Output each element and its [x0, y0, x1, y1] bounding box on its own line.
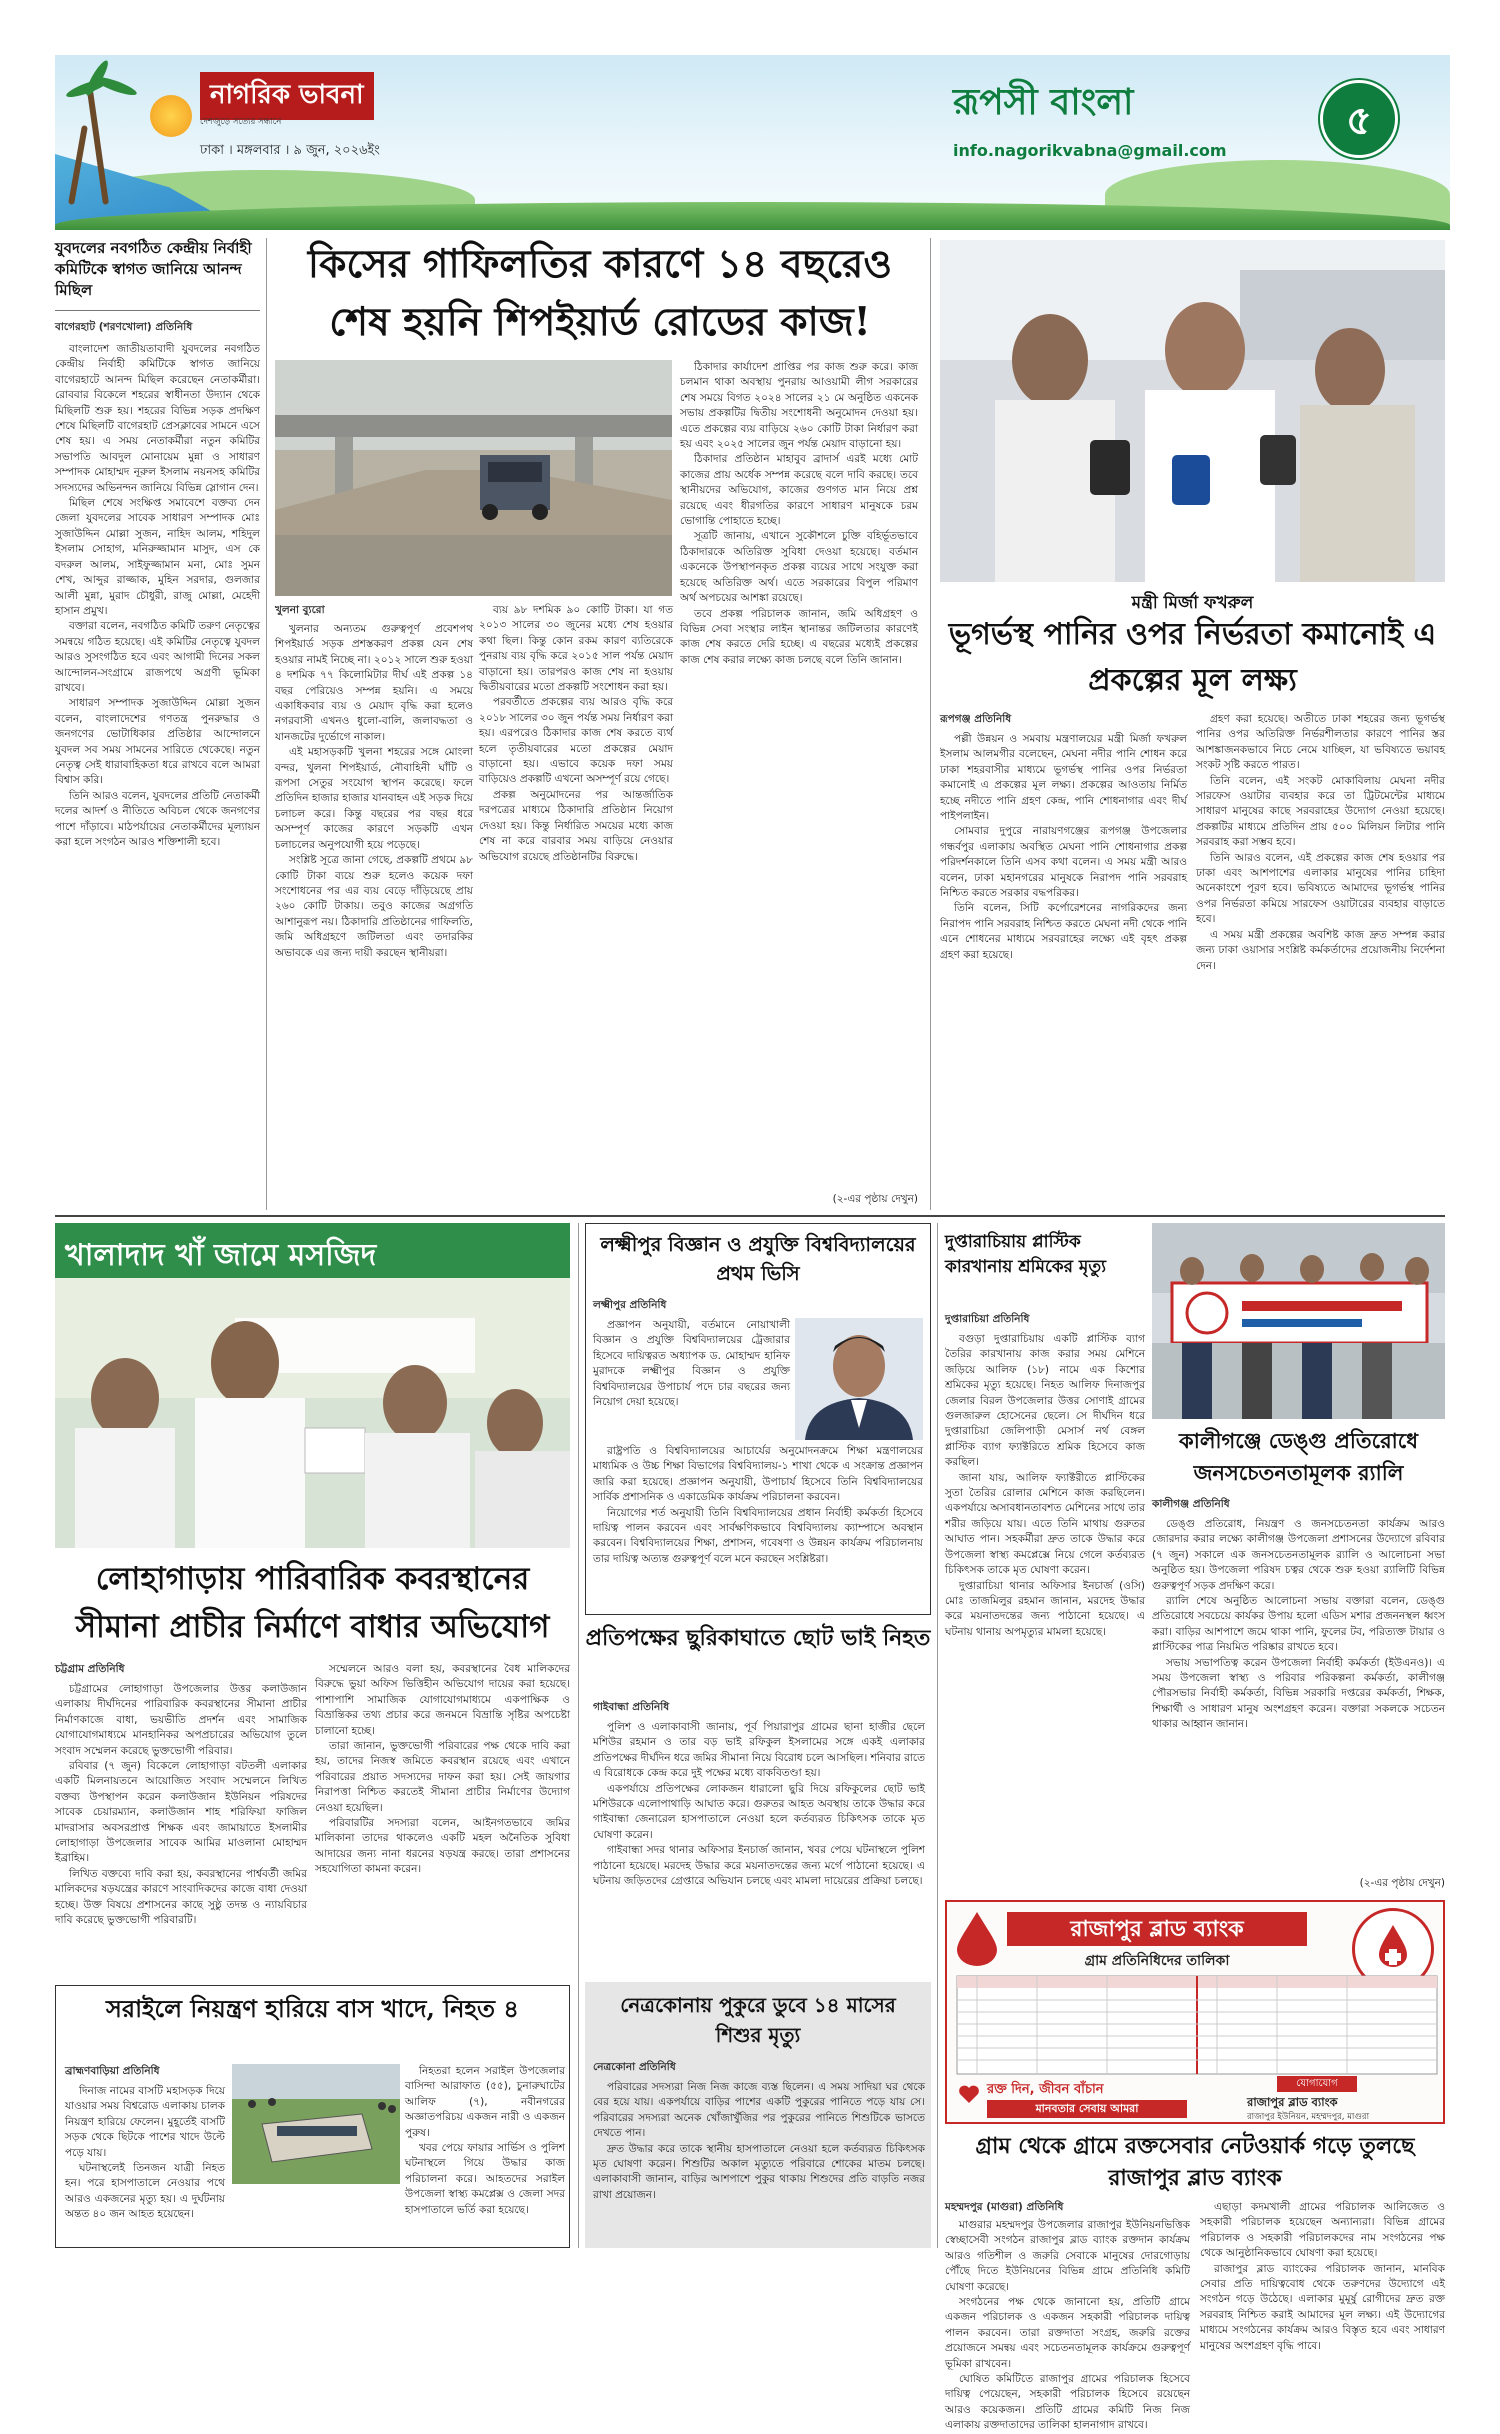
bloodbank-body-col2: এছাড়া কদমখালী গ্রামের পরিচালক আলিজেত ও সহকারী পরিচালক হয়েছেন অন্যান্যরা। বিভিন্ন গ্রামের পরিচালক ও সহকারী পরিচালকদের নাম সংগঠনের পক্ষ থেকে আনুষ্ঠানিকভাবে ঘোষণা করা হয়েছে। রাজাপুর ব্লাড ব্যাংকের পরিচালক জানান, মানবিক সেবার প্রতি দায়িত্ববোধ থেকে তরুণদের উদ্যোগে এই সংগঠন গড়ে উঠেছে। এলাকার মুমূর্ষু রোগীদের দ্রুত রক্ত সরবরাহ নিশ্চিত করাই আমাদের মূল লক্ষ্য। এই উদ্যোগের মাধ্যমে সংগঠনের কার্যক্রম আরও বিস্তৃত হবে এবং সাধারণ মানুষের অংশগ্রহণ বৃদ্ধি পাবে। — [1200, 2201, 1445, 2352]
fakhrul-byline: রূপগঞ্জ প্রতিনিধি — [940, 713, 1012, 725]
shipyard-byline: খুলনা ব্যুরো — [275, 604, 325, 616]
section-name: রূপসী বাংলা — [953, 81, 1134, 123]
poster-contact-place: রাজাপুর ইউনিয়ন, মহম্মদপুর, মাগুরা — [1247, 2112, 1370, 2122]
shipyard-body-col3: ঠিকাদার কার্যাদেশ প্রাপ্তির পর কাজ শুরু করে। কাজ চলমান থাকা অবস্থায় পুনরায় আওয়ামী লীগ সরকারের শেষ সময়ে বিগত ২০২৪ সালের ২১ মে অনুষ্ঠিত একনেক সভায় প্রকল্পটির দ্বিতীয় সংশোধনী অনুমোদন দেওয়া হয়। এতে প্রকল্পের ব্যয় বাড়িয়ে ২৬০ কোটি টাকা নির্ধারণ করা হয় এবং ২০২৫ সালের জুন পর্যন্ত মেয়াদ বাড়ানো হয়। ঠিকাদার প্রতিষ্ঠান মাহাবুব ব্রাদার্স এরই মধ্যে মোট কাজের প্রায় অর্ধেক সম্পন্ন করেছে বলে দাবি করছে। তবে স্থানীয়দের অভিযোগ, কাজের গুণগত মান নিয়ে প্রশ্ন রয়েছে এবং ধীরগতির কারণে সাধারণ মানুষকে চরম ভোগান্তি পোহাতে হচ্ছে। সূত্রটি জানায়, এখানে সুকৌশলে চুক্তি বহির্ভূতভাবে ঠিকাদারকে অতিরিক্ত সুবিধা দেওয়া হয়েছে। বর্তমান একনেকে উপস্থাপনকৃত প্রকল্প ব্যয়ের সাথে সংযুক্ত করা হয়েছে অতিরিক্ত অর্থ। এতে সরকারের বিপুল পরিমাণ অর্থ অপচয়ের আশঙ্কা রয়েছে। তবে প্রকল্প পরিচালক জানান, জমি অধিগ্রহণ ও বিভিন্ন সেবা সংস্থার লাইন স্থানান্তর জটিলতার কারণেই কাজ শেষ করতে দেরি হচ্ছে। এ বছরের মধ্যেই প্রকল্পের কাজ শেষ করার লক্ষ্যে কাজ চলছে বলে তিনি জানান। — [680, 361, 918, 666]
representatives-table — [957, 1976, 1437, 2074]
shipyard-continued[interactable]: (২-এর পৃষ্ঠায় দেখুন) — [832, 1193, 918, 1205]
poster-subtitle: গ্রাম প্রতিনিধিদের তালিকা — [1084, 1953, 1230, 1969]
graveyard-byline: চট্টগ্রাম প্রতিনিধি — [55, 1663, 125, 1675]
netrokona-headline[interactable]: নেত্রকোনায় পুকুরে ডুবে ১৪ মাসের শিশুর মৃত্যু — [620, 1993, 896, 2047]
poster-slogan-sub: মানবতার সেবায় আমরা — [987, 2100, 1187, 2118]
dengue-rally-photo — [1152, 1223, 1445, 1419]
road-photo — [275, 360, 672, 596]
poster-slogan: রক্ত দিন, জীবন বাঁচান — [987, 2082, 1104, 2097]
duptara-body: বগুড়া দুপ্তারাচিয়ায় একটি প্লাস্টিক ব্যাগ তৈরির কারখানায় কাজ করার সময় মেশিনে জড়িয়ে আলিফ (১৮) নামে এক কিশোর শ্রমিকের মৃত্যু হয়েছে। নিহত আলিফ দিনাজপুর জেলার বিরল উপজেলার উত্তর সোণাই গ্রামের গুলজারুল হোসেনের ছেলে। সে দীর্ঘদিন ধরে দুপ্তারাচিয়া জেলিপাড়ী মেসার্স নর্থ বেঙ্গল প্লাস্টিক ব্যাগ ফ্যাক্টরিতে শ্রমিক হিসেবে কাজ করছিল। জানা যায়, আলিফ ফ্যাক্টরীতে প্লাস্টিকের সুতা তৈরির রোলার মেশিনে কাজ করছিলেন। একপর্যায়ে অসাবধানতাবশত মেশিনের সাথে তার শরীর জড়িয়ে যায়। এতে তিনি মাথায় গুরুতর আঘাত পান। সহকর্মীরা দ্রুত তাকে উদ্ধার করে উপজেলা স্বাস্থ্য কমপ্লেক্সে নিয়ে গেলে কর্তব্যরত চিকিৎসক তাকে মৃত ঘোষণা করেন। দুপ্তারাচিয়া থানার অফিসার ইনচার্জ (ওসি) মোঃ তাজমিলুর রহমান জানান, মরদেহ উদ্ধার করে ময়নাতদন্তের জন্য পাঠানো হয়েছে। এ ঘটনায় থানায় অপমৃত্যুর মামলা হয়েছে। — [945, 1333, 1145, 1638]
vc-portrait — [795, 1318, 923, 1440]
fakhrul-kicker: মন্ত্রী মির্জা ফখরুল — [1131, 593, 1254, 613]
stabbing-body: পুলিশ ও এলাকাবাসী জানায়, পূর্ব পিয়ারাপুর গ্রামের ছানা হাজীর ছেলে মশিউর রহমান ও তার বড় ভাই রফিকুল ইসলামের সঙ্গে একই এলাকার প্রতিপক্ষের দীর্ঘদিন ধরে জমির সীমানা নিয়ে বিরোধ চলে আসছিল। শনিবার রাতে এ বিরোধকে কেন্দ্র করে দুই পক্ষের মধ্যে বাকবিতণ্ডা হয়। একপর্যায়ে প্রতিপক্ষের লোকজন ধারালো ছুরি দিয়ে রফিকুলের ছোট ভাই মশিউরকে এলোপাথাড়ি আঘাত করে। গুরুতর আহত অবস্থায় তাকে উদ্ধার করে গাইবান্ধা জেনারেল হাসপাতালে নেওয়া হলে কর্তব্যরত চিকিৎসক তাকে মৃত ঘোষণা করেন। গাইবান্ধা সদর থানার অফিসার ইনচার্জ জানান, খবর পেয়ে ঘটনাস্থলে পুলিশ পাঠানো হয়েছে। মরদেহ উদ্ধার করে ময়নাতদন্তের জন্য মর্গে পাঠানো হয়েছে। এ ঘটনায় জড়িতদের গ্রেপ্তারে অভিযান চলছে এবং মামলা দায়েরের প্রক্রিয়া চলছে। — [593, 1721, 925, 1888]
bus-byline: ব্রাহ্মণবাড়িয়া প্রতিনিধি — [65, 2065, 160, 2077]
mosque-banner-text: খালাদাদ খাঁ জামে মসজিদ — [65, 1238, 377, 1273]
netrokona-byline: নেত্রকোনা প্রতিনিধি — [593, 2061, 676, 2073]
bus-accident-photo — [232, 2064, 400, 2184]
fakhrul-body-col2: গ্রহণ করা হয়েছে। অতীতে ঢাকা শহরের জন্য ভূগর্ভস্থ পানির ওপর অতিরিক্ত নির্ভরশীলতার কারণে পানির স্তর আশঙ্কাজনকভাবে নিচে নেমে যাচ্ছিল, যা ভবিষ্যতে ভয়াবহ সংকট সৃষ্টি করতে পারত। তিনি বলেন, এই সংকট মোকাবিলায় মেঘনা নদীর সারফেস ওয়াটার ব্যবহার করে তা ট্রিটমেন্টের মাধ্যমে সাধারণ মানুষের কাছে সরবরাহের উদ্যোগ নেওয়া হয়েছে। প্রকল্পটির মাধ্যমে প্রতিদিন প্রায় ৫০০ মিলিয়ন লিটার পানি সরবরাহ করা সম্ভব হবে। তিনি আরও বলেন, এই প্রকল্পের কাজ শেষ হওয়ার পর ঢাকা এবং আশপাশের এলাকার মানুষের পানির চাহিদা অনেকাংশে পূরণ হবে। ভবিষ্যতে আমাদের ভূগর্ভস্থ পানির ওপর নির্ভরতা কমিয়ে সারফেস ওয়াটারের ব্যবহার বাড়াতে হবে। এ সময় মন্ত্রী প্রকল্পের অবশিষ্ট কাজ দ্রুত সম্পন্ন করার জন্য ঢাকা ওয়াসার সংশ্লিষ্ট কর্মকর্তাদের প্রয়োজনীয় নির্দেশনা দেন। — [1196, 713, 1445, 972]
logo-tagline: দেশজুড়ে সত্যের সন্ধানে — [200, 117, 282, 127]
dengue-continued[interactable]: (২-এর পৃষ্ঠায় দেখুন) — [1359, 1877, 1445, 1889]
bus-body-col1: দিনাজ নামের বাসটি মহাসড়ক দিয়ে যাওয়ার সময় বিশ্বরোড এলাকায় চালক নিয়ন্ত্রণ হারিয়ে ফেলেন। মুহূর্তেই বাসটি সড়ক থেকে ছিটকে পাশের খাদে উল্টে পড়ে যায়। ঘটনাস্থলেই তিনজন যাত্রী নিহত হন। পরে হাসপাতালে নেওয়ার পথে আরও একজনের মৃত্যু হয়। এ দুর্ঘটনায় অন্তত ৪০ জন আহত হয়েছেন। — [65, 2085, 225, 2221]
bloodbank-poster — [945, 1900, 1445, 2124]
jubodal-byline: বাগেরহাট (শরণখোলা) প্রতিনিধি — [55, 321, 193, 333]
poster-contact-name: রাজাপুর ব্লাড ব্যাংক — [1247, 2095, 1338, 2109]
vc-body-intro: প্রজ্ঞাপন অনুযায়ী, বর্তমানে নোয়াখালী বিজ্ঞান ও প্রযুক্তি বিশ্ববিদ্যালয়ের ট্রেজারার হিসেবে দায়িত্বরত অধ্যাপক ড. মোহাম্মদ হানিফ মুরাদকে লক্ষ্মীপুর বিজ্ঞান ও প্রযুক্তি বিশ্ববিদ্যালয়ের উপাচার্য পদে চার বছরের জন্য নিয়োগ দেয়া হয়েছে। — [593, 1319, 790, 1409]
jubodal-body: বাংলাদেশ জাতীয়তাবাদী যুবদলের নবগঠিত কেন্দ্রীয় নির্বাহী কমিটিকে স্বাগত জানিয়ে বাগেরহাটে আনন্দ মিছিল করেছেন নেতাকর্মীরা। রোববার বিকেলে শহরের স্বাধীনতা উদ্যান থেকে মিছিলটি শুরু হয়। শহরের বিভিন্ন সড়ক প্রদক্ষিণ শেষে মিছিলটি বাগেরহাট প্রেসক্লাবের সামনে এসে শেষ হয়। এ সময় নেতাকর্মীরা নতুন কমিটির সভাপতি আবদুল মোনায়েম মুন্না ও সাধারণ সম্পাদক মোহাম্মদ নূরুল ইসলাম নয়নসহ কমিটির সদস্যদের অভিনন্দন জানিয়ে বিভিন্ন স্লোগান দেন। মিছিল শেষে সংক্ষিপ্ত সমাবেশে বক্তব্য দেন জেলা যুবদলের সাবেক সাধারণ সম্পাদক মোঃ সুজাউদ্দিন মোল্লা সুজন, নাহিদ আলম, শহিদুল ইসলাম সোহাগ, মনিরুজ্জামান মাসুদ, এস কে বদরুল আলম, সাইফুজ্জামান মনা, মোঃ সুমন শেখ, আব্দুর রাজ্জাক, মুহিন সরদার, গুলজার আলী মুন্না, মুরাদ চৌধুরী, রাজু মোল্লা, মেহেদী হাসান প্রমুখ। বক্তারা বলেন, নবগঠিত কমিটি তরুণ নেতৃত্বের সমন্বয়ে গঠিত হয়েছে। এই কমিটির নেতৃত্বে যুবদল আরও সুসংগঠিত হবে এবং আগামী দিনের সকল আন্দোলন-সংগ্রামে রাজপথে অগ্রণী ভূমিকা রাখবে। সাধারণ সম্পাদক সুজাউদ্দিন মোল্লা সুজন বলেন, বাংলাদেশের গণতন্ত্র পুনরুদ্ধার ও জনগণের ভোটাধিকার প্রতিষ্ঠার আন্দোলনে যুবদল সব সময় সামনের সারিতে থেকেছে। নতুন নেতৃত্ব সেই ধারাবাহিকতা ধরে রাখবে বলে আমরা বিশ্বাস করি। তিনি আরও বলেন, যুবদলের প্রতিটি নেতাকর্মী দলের আদর্শ ও নীতিতে অবিচল থেকে জনগণের পাশে দাঁড়াবে। মাঠপর্যায়ের নেতাকর্মীদের মূল্যায়ন করা হলে সংগঠন আরও শক্তিশালী হবে। — [55, 343, 260, 848]
vc-headline[interactable]: লক্ষ্মীপুর বিজ্ঞান ও প্রযুক্তি বিশ্ববিদ্যালয়ের প্রথম ভিসি — [600, 1233, 916, 1285]
graveyard-photo — [55, 1223, 570, 1548]
minister-photo — [940, 240, 1445, 582]
bloodbank-byline: মহম্মদপুর (মাগুরা) প্রতিনিধি — [945, 2201, 1064, 2213]
shipyard-body-col1: খুলনার অন্যতম গুরুত্বপূর্ণ প্রবেশপথ শিপইয়ার্ড সড়ক প্রশস্তকরণ প্রকল্প যেন শেষ হওয়ার নামই নিচ্ছে না। ২০১২ সালে শুরু হওয়া ৪ দশমিক ৭৭ কিলোমিটার দীর্ঘ এই প্রকল্প ১৪ বছর পেরিয়েও সম্পন্ন হয়নি। এ সময়ে একাধিকবার ব্যয় ও মেয়াদ বৃদ্ধি করা হলেও নগরবাসী এখনও ধুলো-বালি, জলাবদ্ধতা ও যানজটের দুর্ভোগে নাকাল। এই মহাসড়কটি খুলনা শহরের সঙ্গে মোংলা বন্দর, খুলনা শিপইয়ার্ড, নৌবাহিনী ঘাঁটি ও রূপসা সেতুর সংযোগ স্থাপন করেছে। ফলে প্রতিদিন হাজার হাজার যানবাহন এই সড়ক দিয়ে চলাচল করে। কিন্তু বছরের পর বছর ধরে অসম্পূর্ণ কাজের কারণে সড়কটি এখন চলাচলের অনুপযোগী হয়ে পড়েছে। সংশ্লিষ্ট সূত্রে জানা গেছে, প্রকল্পটি প্রথমে ৯৮ কোটি টাকা ব্যয়ে শুরু হলেও কয়েক দফা সংশোধনের পর এর ব্যয় বেড়ে দাঁড়িয়েছে প্রায় ২৬০ কোটি টাকায়। তবুও কাজের অগ্রগতি আশানুরূপ নয়। ঠিকাদারি প্রতিষ্ঠানের গাফিলতি, জমি অধিগ্রহণে জটিলতা এবং তদারকির অভাবকে এর জন্য দায়ী করছেন স্থানীয়রা। — [275, 623, 473, 959]
email-link[interactable]: info.nagorikvabna@gmail.com — [953, 141, 1227, 160]
sun-icon — [150, 95, 192, 137]
vc-byline: লক্ষ্মীপুর প্রতিনিধি — [593, 1299, 667, 1311]
bus-body-col2: নিহতরা হলেন সরাইল উপজেলার বাসিন্দা আরাফাত (৫৫), চুনারুঘাটের আলিফ (৭), নবীনগরের অজ্ঞাতপরিচয় একজন নারী ও একজন পুরুষ। খবর পেয়ে ফায়ার সার্ভিস ও পুলিশ ঘটনাস্থলে গিয়ে উদ্ধার কাজ পরিচালনা করে। আহতদের সরাইল উপজেলা স্বাস্থ্য কমপ্লেক্স ও জেলা সদর হাসপাতালে ভর্তি করা হয়েছে। — [405, 2065, 565, 2216]
fakhrul-body-col1: পল্লী উন্নয়ন ও সমবায় মন্ত্রণালয়ের মন্ত্রী মির্জা ফখরুল ইসলাম আলমগীর বলেছেন, মেঘনা নদীর পানি শোধন করে ঢাকা শহরবাসীর মাধ্যমে ভূগর্ভস্থ পানির ওপর নির্ভরতা কমানোই এ প্রকল্পের মূল লক্ষ্য। প্রকল্পের আওতায় নির্মিত হচ্ছে নদীতে পানি গ্রহণ কেন্দ্র, পানি শোধনাগার এবং দীর্ঘ পাইপলাইন। সোমবার দুপুরে নারায়ণগঞ্জের রূপগঞ্জ উপজেলার গন্ধর্বপুর এলাকায় অবস্থিত মেঘনা পানি শোধনাগার প্রকল্প পরিদর্শনকালে তিনি এসব কথা বলেন। এ সময় মন্ত্রী আরও বলেন, ঢাকা মহানগরের মানুষকে নিরাপদ পানি সরবরাহ নিশ্চিত করতে সরকার বদ্ধপরিকর। তিনি বলেন, সিটি কর্পোরেশনের নাগরিকদের জন্য নিরাপদ পানি সরবরাহ নিশ্চিত করতে মেঘনা নদী থেকে পানি এনে শোধনের মাধ্যমে সরবরাহের লক্ষ্যে এই বৃহৎ প্রকল্প গ্রহণ করা হয়েছে। — [940, 733, 1187, 961]
bloodbank-headline[interactable]: গ্রাম থেকে গ্রামে রক্তসেবার নেটওয়ার্ক গড়ে তুলছে রাজাপুর ব্লাড ব্যাংক — [975, 2133, 1415, 2191]
graveyard-headline[interactable]: লোহাগাড়ায় পারিবারিক কবরস্থানের সীমানা প্রাচীর নির্মাণে বাধার অভিযোগ — [75, 1561, 550, 1645]
page-number: ৫ — [1320, 80, 1398, 158]
date-line: ঢাকা । মঙ্গলবার । ৯ জুন, ২০২৬ইং — [200, 143, 380, 158]
duptara-headline[interactable]: দুপ্তারাচিয়ায় প্লাস্টিক কারখানায় শ্রমিকের মৃত্যু — [945, 1232, 1107, 1277]
graveyard-body-col2: সম্মেলনে আরও বলা হয়, কবরস্থানের বৈধ মালিকদের বিরুদ্ধে ভুয়া অফিস ভিত্তিহীন অভিযোগ দায়ের করা হয়েছে। পাশাপাশি সামাজিক যোগাযোগমাধ্যমে একপাক্ষিক ও বিভ্রান্তিকর তথ্য প্রচার করে জনমনে বিভ্রান্তি সৃষ্টির অপচেষ্টা চালানো হচ্ছে। তারা জানান, ভুক্তভোগী পরিবারের পক্ষ থেকে দাবি করা হয়, তাদের নিজস্ব জমিতে কবরস্থান রয়েছে এবং এখানে পরিবারের প্রয়াত সদস্যদের দাফন করা হয়। সেই জায়গার নিরাপত্তা নিশ্চিত করতেই সীমানা প্রাচীর নির্মাণের উদ্যোগ নেওয়া হয়েছিল। পরিবারটির সদস্যরা বলেন, আইনগতভাবে জমির মালিকানা তাদের থাকলেও একটি মহল অনৈতিক সুবিধা আদায়ের জন্য নানা ধরনের ষড়যন্ত্র করছে। তারা প্রশাসনের সহযোগিতা কামনা করেন। — [315, 1663, 570, 1876]
newspaper-logo[interactable]: নাগরিক ভাবনা — [200, 72, 374, 120]
fakhrul-headline[interactable]: ভূগর্ভস্থ পানির ওপর নির্ভরতা কমানোই এ প্রকল্পের মূল লক্ষ্য — [948, 617, 1437, 698]
poster-title: রাজাপুর ব্লাড ব্যাংক — [1007, 1912, 1307, 1946]
netrokona-body: পরিবারের সদস্যরা নিজ নিজ কাজে ব্যস্ত ছিলেন। এ সময় সাদিয়া ঘর থেকে বের হয়ে যায়। একপর্যায়ে বাড়ির পাশের একটি পুকুরের পানিতে পড়ে যায় সে। পরিবারের সদস্যরা অনেক খোঁজাখুঁজির পর পুকুরের পানিতে শিশুটিকে ভাসতে দেখতে পান। দ্রুত উদ্ধার করে তাকে স্থানীয় হাসপাতালে নেওয়া হলে কর্তব্যরত চিকিৎসক মৃত ঘোষণা করেন। শিশুটির অকাল মৃত্যুতে পরিবারে শোকের মাতম চলছে। এলাকাবাসী জানান, বাড়ির আশপাশে পুকুর থাকায় শিশুদের প্রতি বাড়তি নজর রাখা প্রয়োজন। — [593, 2081, 925, 2201]
graveyard-body-col1: চট্টগ্রামের লোহাগাড়া উপজেলার উত্তর কলাউজান এলাকায় দীর্ঘদিনের পারিবারিক কবরস্থানের সীমানা প্রাচীর নির্মাণকাজে বাধা, ভয়ভীতি প্রদর্শন এবং সামাজিক যোগাযোগমাধ্যমে মানহানিকর অপপ্রচারের অভিযোগ তুলে সংবাদ সম্মেলন করেছে ভুক্তভোগী পরিবার। রবিবার (৭ জুন) বিকেলে লোহাগাড়া বটতলী এলাকার একটি মিলনায়তনে আয়োজিত সংবাদ সম্মেলনে লিখিত বক্তব্য উপস্থাপন করেন কলাউজান ইউনিয়ন পরিষদের সাবেক চেয়ারম্যান, কলাউজান শাহ শরিফিয়া ফাজিল মাদরাসার অবসরপ্রাপ্ত শিক্ষক এবং জামায়াতে ইসলামীর লোহাগাড়া উপজেলার সাবেক আমির মাওলানা মোহাম্মদ ইব্রাহিম। লিখিত বক্তব্যে দাবি করা হয়, কবরস্থানের পার্শ্ববর্তী জমির মালিকদের ষড়যন্ত্রের কারণে সাংবাদিকদের কাজে বাধা দেওয়া হচ্ছে। উক্ত বিষয়ে প্রশাসনের কাছে সুষ্ঠু তদন্ত ও ন্যায়বিচার দাবি করেছে ভুক্তভোগী পরিবারটি। — [55, 1683, 307, 1927]
stabbing-byline: গাইবান্ধা প্রতিনিধি — [593, 1701, 670, 1713]
heart-hand-icon — [957, 2082, 981, 2106]
shipyard-body-col2: ব্যয় ৯৮ দশমিক ৯০ কোটি টাকা। যা গত ২০১৩ সালের ৩০ জুনের মধ্যে শেষ হওয়ার কথা ছিল। কিন্তু কোন রকম কারণ ব্যতিরেকে পুনরায় ব্যয় বৃদ্ধি করে ২০১৫ সাল পর্যন্ত মেয়াদ বাড়ানো হয়। তারপরও কাজ শেষ না হওয়ায় দ্বিতীয়বারের মতো প্রকল্পটি সংশোধন করা হয়। পরবর্তীতে প্রকল্পের ব্যয় আরও বৃদ্ধি করে ২০১৮ সালের ৩০ জুন পর্যন্ত সময় নির্ধারণ করা হয়। এরপরেও ঠিকাদার কাজ শেষ করতে ব্যর্থ হলে তৃতীয়বারের মতো প্রকল্পের মেয়াদ বাড়ানো হয়। এভাবে কয়েক দফা সময় বাড়িয়েও প্রকল্পটি এখনো অসম্পূর্ণ রয়ে গেছে। প্রকল্প অনুমোদনের পর আন্তর্জাতিক দরপত্রের মাধ্যমে ঠিকাদারি প্রতিষ্ঠান নিয়োগ দেওয়া হয়। কিন্তু নির্ধারিত সময়ের মধ্যে কাজ শেষ না করে বারবার সময় বাড়িয়ে নেওয়ার অভিযোগ রয়েছে প্রতিষ্ঠানটির বিরুদ্ধে। — [479, 604, 673, 863]
jubodal-headline[interactable]: যুবদলের নবগঠিত কেন্দ্রীয় নির্বাহী কমিটিকে স্বাগত জানিয়ে আনন্দ মিছিল — [55, 239, 252, 299]
shipyard-headline[interactable]: কিসের গাফিলতির কারণে ১৪ বছরেও শেষ হয়নি শিপইয়ার্ড রোডের কাজ! — [307, 241, 893, 345]
bus-headline[interactable]: সরাইলে নিয়ন্ত্রণ হারিয়ে বাস খাদে, নিহত ৪ — [106, 1994, 519, 2023]
dengue-byline: কালীগঞ্জ প্রতিনিধি — [1152, 1498, 1230, 1510]
bloodbank-body-col1: মাগুরার মহম্মদপুর উপজেলার রাজাপুর ইউনিয়নভিত্তিক স্বেচ্ছাসেবী সংগঠন রাজাপুর ব্লাড ব্যাংক রক্তদান কার্যক্রম আরও গতিশীল ও জরুরি সেবাকে মানুষের দোরগোড়ায় পৌঁছে দিতে ইউনিয়নের বিভিন্ন গ্রামে প্রতিনিধি কমিটি ঘোষণা করেছে। সংগঠনের পক্ষ থেকে জানানো হয়, প্রতিটি গ্রামে একজন পরিচালক ও একজন সহকারী পরিচালক দায়িত্ব পালন করবেন। তারা রক্তদাতা সংগ্রহ, জরুরি রক্তের প্রয়োজনে সমন্বয় এবং সচেতনতামূলক কার্যক্রমে গুরুত্বপূর্ণ ভূমিকা রাখবেন। ঘোষিত কমিটিতে রাজাপুর গ্রামের পরিচালক হিসেবে দায়িত্ব পেয়েছেন, সহকারী পরিচালক হিসেবে রয়েছেন আরও কয়েকজন। প্রতিটি গ্রামের কমিটি নিজ নিজ এলাকায় রক্তদাতাদের তালিকা হালনাগাদ রাখবে। — [945, 2219, 1190, 2432]
duptara-byline: দুপ্তারাচিয়া প্রতিনিধি — [945, 1313, 1030, 1325]
stabbing-headline[interactable]: প্রতিপক্ষের ছুরিকাঘাতে ছোট ভাই নিহত — [585, 1625, 931, 1651]
vc-body: রাষ্ট্রপতি ও বিশ্ববিদ্যালয়ের আচার্যের অনুমোদনক্রমে শিক্ষা মন্ত্রণালয়ের মাধ্যমিক ও উচ্চ শিক্ষা বিভাগের বিশ্ববিদ্যালয়-১ শাখা থেকে এ সংক্রান্ত প্রজ্ঞাপন জারি করা হয়েছে। প্রজ্ঞাপন অনুযায়ী, উপাচার্য হিসেবে তিনি বিশ্ববিদ্যালয়ের সার্বিক প্রশাসনিক ও একাডেমিক কার্যক্রম পরিচালনা করবেন। নিয়োগের শর্ত অনুযায়ী তিনি বিশ্ববিদ্যালয়ের প্রধান নির্বাহী কর্মকর্তা হিসেবে দায়িত্ব পালন করবেন এবং সার্বক্ষণিকভাবে বিশ্ববিদ্যালয় ক্যাম্পাসে অবস্থান করবেন। বিশ্ববিদ্যালয়ের শিক্ষা, প্রশাসন, গবেষণা ও উন্নয়ন কার্যক্রম পরিচালনায় তার দায়িত্ব অত্যন্ত গুরুত্বপূর্ণ বলে মনে করছেন সংশ্লিষ্টরা। — [593, 1445, 923, 1565]
dengue-headline[interactable]: কালীগঞ্জে ডেঙ্গু প্রতিরোধে জনসচেতনতামূলক র‍্যালি — [1179, 1428, 1418, 1485]
blood-drop-icon — [957, 1912, 997, 1966]
dengue-body: ডেঙ্গু প্রতিরোধ, নিয়ন্ত্রণ ও জনসচেতনতা কার্যক্রম আরও জোরদার করার লক্ষ্যে কালীগঞ্জ উপজেলা প্রশাসনের উদ্যোগে রবিবার (৭ জুন) সকালে এক জনসচেতনতামূলক র‍্যালি ও আলোচনা সভা অনুষ্ঠিত হয়। উপজেলা পরিষদ চত্বর থেকে শুরু হওয়া র‍্যালিটি বিভিন্ন গুরুত্বপূর্ণ সড়ক প্রদক্ষিণ করে। র‍্যালি শেষে অনুষ্ঠিত আলোচনা সভায় বক্তারা বলেন, ডেঙ্গু প্রতিরোধে সবচেয়ে কার্যকর উপায় হলো এডিস মশার প্রজননস্থল ধ্বংস করা। বাড়ির আশপাশে জমে থাকা পানি, ফুলের টব, পরিত্যক্ত টায়ার ও প্লাস্টিকের পাত্র নিয়মিত পরিষ্কার রাখতে হবে। সভায় সভাপতিত্ব করেন উপজেলা নির্বাহী কর্মকর্তা (ইউএনও)। এ সময় উপজেলা স্বাস্থ্য ও পরিবার পরিকল্পনা কর্মকর্তা, কালীগঞ্জ পৌরসভার নির্বাহী কর্মকর্তা, বিভিন্ন সরকারি দপ্তরের কর্মকর্তা, শিক্ষক, শিক্ষার্থী ও সাধারণ মানুষ অংশগ্রহণ করেন। বক্তারা সকলকে সচেতন থাকার আহ্বান জানান। — [1152, 1518, 1445, 1731]
poster-contact-label: যোগাযোগ — [1277, 2076, 1357, 2092]
masthead — [55, 55, 1450, 230]
